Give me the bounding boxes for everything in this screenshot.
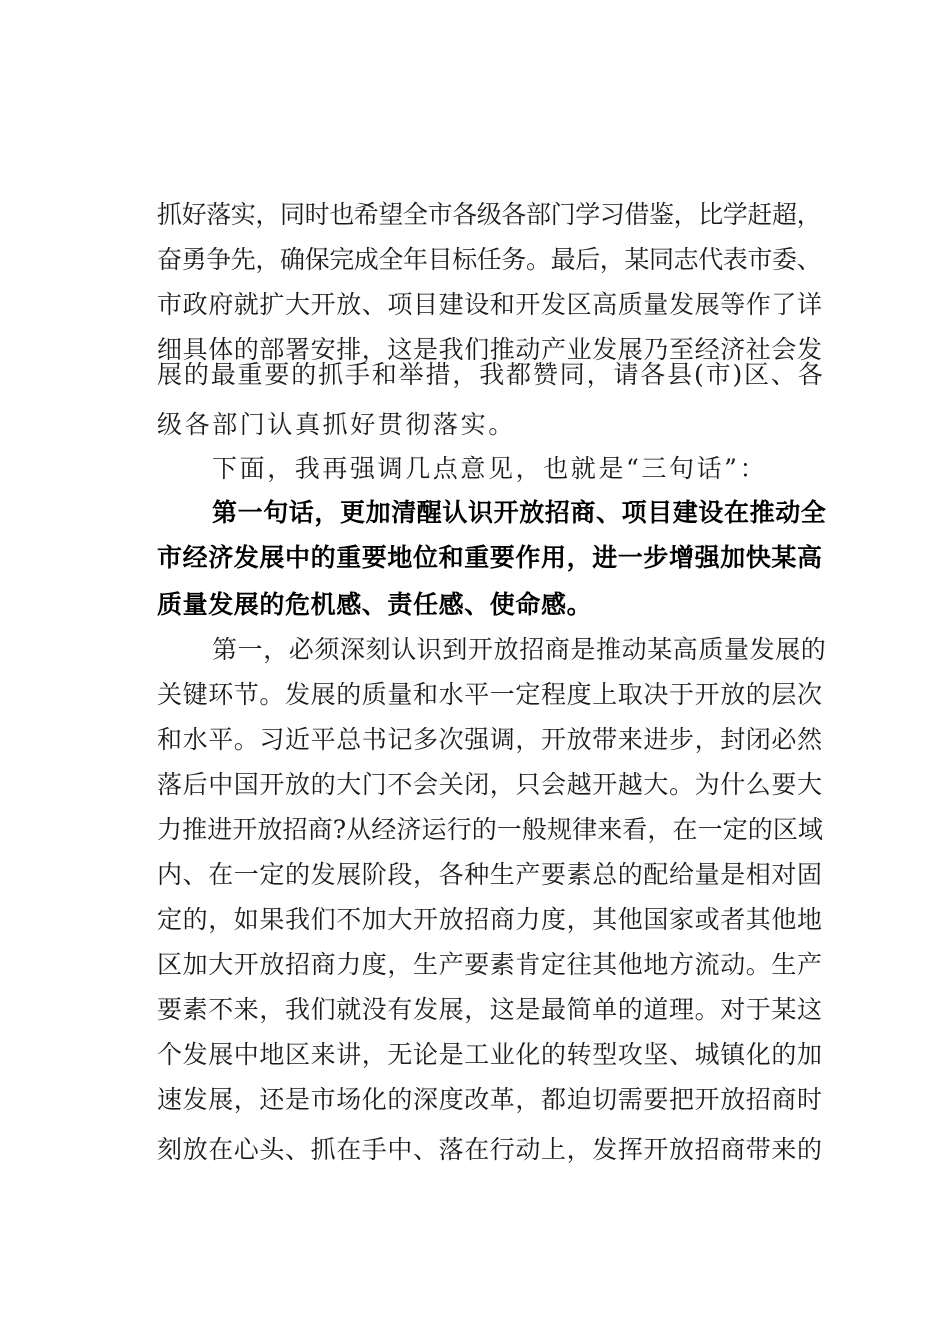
section-heading-line: 市经济发展中的重要地位和重要作用，进一步增强加快某高 xyxy=(157,543,823,572)
body-text-line: 速发展，还是市场化的深度改革，都迫切需要把开放招商时 xyxy=(157,1085,823,1114)
body-text-line: 和水平。习近平总书记多次强调，开放带来进步，封闭必然 xyxy=(157,725,823,754)
paragraph-line: 第一，必须深刻认识到开放招商是推动某高质量发展的 xyxy=(212,635,827,664)
body-text-line: 刻放在心头、抓在手中、落在行动上，发挥开放招商带来的 xyxy=(157,1135,823,1164)
paragraph-line: 下面，我再强调几点意见，也就是“三句话”： xyxy=(212,454,768,483)
body-text-line: 市政府就扩大开放、项目建设和开发区高质量发展等作了详 xyxy=(157,290,823,319)
body-text-line: 细具体的部署安排，这是我们推动产业发展乃至经济社会发 xyxy=(157,335,823,364)
body-text-line: 力推进开放招商?从经济运行的一般规律来看，在一定的区域 xyxy=(157,815,824,844)
body-text-line: 个发展中地区来讲，无论是工业化的转型攻坚、城镇化的加 xyxy=(157,1040,823,1069)
body-text-line: 关键环节。发展的质量和水平一定程度上取决于开放的层次 xyxy=(157,680,823,709)
body-text-line: 奋勇争先，确保完成全年目标任务。最后，某同志代表市委、 xyxy=(157,245,822,274)
body-text-line: 抓好落实，同时也希望全市各级各部门学习借鉴，比学赶超， xyxy=(157,200,822,229)
section-heading-line: 第一句话，更加清醒认识开放招商、项目建设在推动全 xyxy=(212,498,827,527)
body-text-line: 级各部门认真抓好贯彻落实。 xyxy=(157,410,516,439)
body-text-line: 区加大开放招商力度，生产要素肯定往其他地方流动。生产 xyxy=(157,950,823,979)
body-text-line: 落后中国开放的大门不会关闭，只会越开越大。为什么要大 xyxy=(157,770,823,799)
body-text-line: 展的最重要的抓手和举措，我都赞同，请各县(市)区、各 xyxy=(157,360,825,389)
body-text-line: 内、在一定的发展阶段，各种生产要素总的配给量是相对固 xyxy=(157,860,823,889)
body-text-line: 定的，如果我们不加大开放招商力度，其他国家或者其他地 xyxy=(157,905,823,934)
section-heading-line: 质量发展的危机感、责任感、使命感。 xyxy=(157,590,593,619)
body-text-line: 要素不来，我们就没有发展，这是最简单的道理。对于某这 xyxy=(157,995,823,1024)
